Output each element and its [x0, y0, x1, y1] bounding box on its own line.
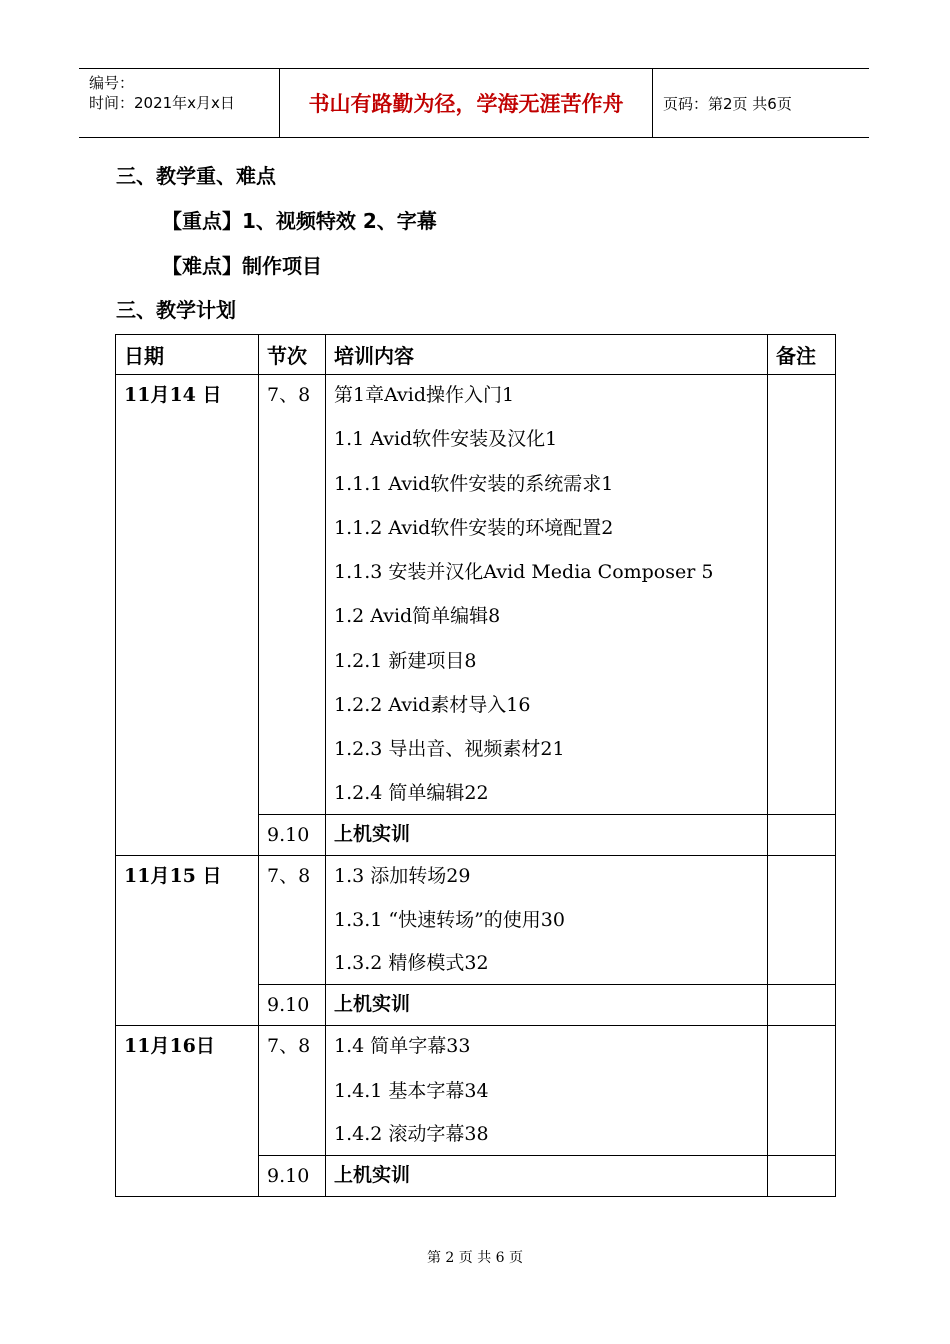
- header-content: 培训内容: [326, 335, 768, 375]
- key-points: 【重点】1、视频特效 2、字幕: [162, 209, 437, 233]
- content-cell: 上机实训: [326, 985, 768, 1026]
- plan-title: 三、教学计划: [116, 298, 236, 322]
- content-cell: 上机实训: [326, 814, 768, 855]
- table-row: [116, 375, 836, 815]
- content-line: 1.4.2 滚动字幕38: [334, 1122, 489, 1145]
- session-cell: 7、8: [259, 375, 326, 815]
- date-cell: 11月16日: [116, 1026, 259, 1197]
- notes-cell: [768, 855, 836, 985]
- header-notes: 备注: [768, 335, 836, 375]
- content-line: 1.2.1 新建项目8: [334, 649, 477, 672]
- session-cell: 9.10: [259, 1155, 326, 1196]
- notes-cell: [768, 1155, 836, 1196]
- content-line: 1.2.4 简单编辑22: [334, 781, 489, 804]
- notes-cell: [768, 814, 836, 855]
- content-line: 1.1.2 Avid软件安装的环境配置2: [334, 516, 614, 539]
- session-cell: 9.10: [259, 985, 326, 1026]
- content-line: 第1章Avid操作入门1: [334, 384, 515, 406]
- session-cell: 9.10: [259, 814, 326, 855]
- header-page-label: 页码：第2页 共6页: [663, 94, 792, 113]
- content-line: 1.1 Avid软件安装及汉化1: [334, 428, 558, 451]
- difficult-points: 【难点】制作项目: [162, 254, 322, 278]
- table-header-row: [116, 335, 836, 375]
- header-meta: [79, 69, 280, 137]
- notes-cell: [768, 985, 836, 1026]
- content-cell: [326, 855, 768, 985]
- time-label: 时间：2021年x月x日: [89, 94, 235, 112]
- content-line: 1.3.1 “快速转场”的使用30: [334, 908, 565, 931]
- header-motto: 书山有路勤为径，学海无涯苦作舟: [280, 69, 653, 137]
- date-cell: 11月14 日: [116, 375, 259, 856]
- header-session: 节次: [259, 335, 326, 375]
- page-footer: 第 2 页 共 6 页: [426, 1250, 524, 1266]
- page-header: [79, 68, 869, 138]
- content-line: 1.4.1 基本字幕34: [334, 1079, 489, 1102]
- session-cell: 7、8: [259, 1026, 326, 1156]
- focus-title: 三、教学重、难点: [116, 164, 276, 188]
- teaching-plan-table: [115, 334, 836, 1197]
- content-cell: [326, 375, 768, 815]
- notes-cell: [768, 375, 836, 815]
- content-line: 1.1.1 Avid软件安装的系统需求1: [334, 472, 614, 495]
- notes-cell: [768, 1026, 836, 1156]
- content-line: 1.2.2 Avid素材导入16: [334, 694, 531, 717]
- header-date: 日期: [116, 335, 259, 375]
- content-line: 1.2 Avid简单编辑8: [334, 605, 501, 628]
- content-line: 1.3 添加转场29: [334, 864, 471, 887]
- content-line: 1.4 简单字幕33: [334, 1035, 471, 1058]
- content-cell: [326, 1026, 768, 1156]
- content-cell: 上机实训: [326, 1155, 768, 1196]
- session-cell: 7、8: [259, 855, 326, 985]
- date-cell: 11月15 日: [116, 855, 259, 1026]
- number-label: 编号：: [89, 74, 135, 92]
- table-row: [116, 855, 836, 985]
- table-row: [116, 1026, 836, 1156]
- content-line: 1.2.3 导出音、视频素材21: [334, 738, 565, 761]
- content-line: 1.3.2 精修模式32: [334, 952, 489, 975]
- content-line: 1.1.3 安装并汉化Avid Media Composer 5: [334, 561, 714, 584]
